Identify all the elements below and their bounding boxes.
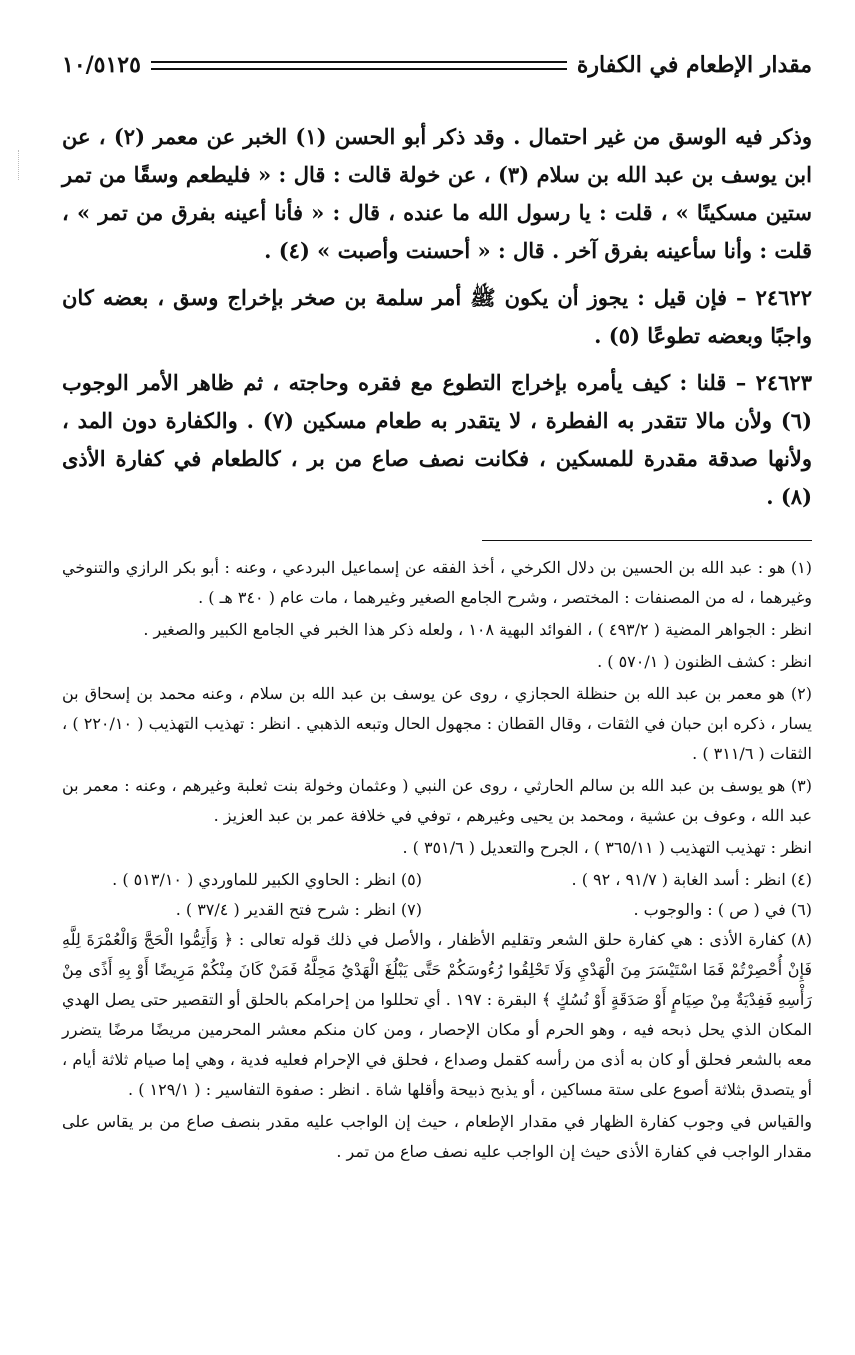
footnote-2: (٢) هو معمر بن عبد الله بن حنظلة الحجازي ، روى عن يوسف بن عبد الله بن سلام ، وعنه محمد بن إسحاق بن يسار ، ذكره ابن حبان في الثقات ، وقال القطان : مجهول الحال وتبعه الذهبي . انظر : تهذيب التهذيب ( ٢٢٠/١٠ ) ، الثقات ( ٣١١/٦ ) . [62, 684, 813, 763]
paragraph-text: – فإن قيل : يجوز أن يكون ﷺ أمر سلمة بن صخر بإخراج وسق ، بعضه كان واجبًا وبعضه تطوعًا (٥) . [62, 285, 812, 348]
footnotes-6-7 [62, 895, 812, 925]
header-title: مقدار الإطعام في الكفارة [576, 52, 812, 78]
page [62, 48, 812, 1169]
footnote-7: (٧) انظر : شرح فتح القدير ( ٣٧/٤ ) . [175, 900, 422, 919]
footnote-8: (٨) كفارة الأذى : هي كفارة حلق الشعر وتقليم الأظفار ، والأصل في ذلك قوله تعالى : ﴿ وَأَتِمُّوا الْحَجَّ وَالْعُمْرَةَ لِلَّهِ فَإِنْ أُحْصِرْتُمْ فَمَا اسْتَيْسَرَ مِنَ الْهَدْيِ وَلَا تَحْلِقُوا رُءُوسَكُمْ حَتَّى يَبْلُغَ الْهَدْيُ مَحِلَّهُ فَمَنْ كَانَ مِنْكُمْ مَرِيضًا أَوْ بِهِ أَذًى مِنْ رَأْسِهِ فَفِدْيَةٌ مِنْ صِيَامٍ أَوْ صَدَقَةٍ أَوْ نُسُكٍ ﴾ البقرة : ١٩٧ . أي تحللوا من إحرامكم بالحلق أو التقصير حتى يصل الهدي المكان الذي يحل ذبحه فيه ، وهو الحرم أو مكان الإحصار ، ومن كان منكم معشر المحرمين مريضًا مرضًا يتضرر معه بالشعر فحلق أو كان به أذى من رأسه كقمل وصداع ، فحلق في الإحرام فعليه فدية ، وهي إما صيام ثلاثة أيام ، أو يتصدق بثلاثة أصوع على ستة مساكين ، أو يذبح ذبيحة وأقلها شاة . انظر : صفوة التفاسير : ( ١٢٩/١ ) . [62, 930, 813, 1099]
footnote-3-ref: انظر : تهذيب التهذيب ( ٣٦٥/١١ ) ، الجرح والتعديل ( ٣٥١/٦ ) . [402, 838, 812, 857]
paragraph-24622 [62, 279, 812, 355]
page-reference: ١٠/٥١٢٥ [62, 52, 141, 78]
footnote-4: (٤) انظر : أسد الغابة ( ٩١/٧ ، ٩٢ ) . [571, 870, 812, 889]
footnote-6: (٦) في ( ص ) : والوجوب . [633, 900, 812, 919]
footnote-separator [482, 540, 812, 541]
footnotes-4-5 [62, 865, 812, 895]
footnote-5: (٥) انظر : الحاوي الكبير للماوردي ( ٥١٣/١٠ ) . [112, 870, 422, 889]
header-rule [151, 61, 567, 70]
paragraph-24623 [62, 364, 812, 516]
paragraph-1: وذكر فيه الوسق من غير احتمال . وقد ذكر أبو الحسن (١) الخبر عن معمر (٢) ، عن ابن يوسف بن عبد الله بن سلام (٣) ، عن خولة قالت : قال : « فليطعم وسقًا من تمر ستين مسكينًا » ، قلت : يا رسول الله ما عنده ، قال : « فأنا أعينه بفرق من تمر » ، قلت : وأنا سأعينه بفرق آخر . قال : « أحسنت وأصبت » (٤) . [62, 124, 813, 263]
page-edge-mark [18, 150, 19, 180]
issue-number: ٢٤٦٢٣ [755, 370, 812, 395]
footnote-8-continued: والقياس في وجوب كفارة الظهار في مقدار الإطعام ، حيث إن الواجب عليه مقدر بنصف صاع من بر يقاس على مقدار الواجب في كفارة الأذى حيث إن الواجب عليه نصف صاع من تمر . [62, 1112, 812, 1161]
issue-number: ٢٤٦٢٢ [755, 285, 813, 310]
paragraph-text: – قلنا : كيف يأمره بإخراج التطوع مع فقره وحاجته ، ثم ظاهر الأمر الوجوب (٦) ولأن مالا تتقدر به الفطرة ، لا يتقدر به طعام مسكين (٧) . والكفارة دون المد ، ولأنها صدقة مقدرة للمسكين ، فكانت نصف صاع من بر ، كالطعام في كفارة الأذى (٨) . [62, 370, 812, 509]
footnote-3: (٣) هو يوسف بن عبد الله بن سالم الحارثي ، روى عن النبي ( وعثمان وخولة بنت ثعلبة وغيرهم ، وعنه : معمر بن عبد الله ، وعوف بن عشية ، ومحمد بن يحيى وغيرهم ، توفي في خلافة عمر بن عبد العزيز . [62, 776, 812, 825]
footnote-1-ref2: انظر : كشف الظنون ( ٥٧٠/١ ) . [597, 652, 812, 671]
running-header [62, 48, 812, 82]
main-text [62, 118, 812, 516]
footnotes [62, 553, 812, 1167]
footnote-1: (١) هو : عبد الله بن الحسين بن دلال الكرخي ، أخذ الفقه عن إسماعيل البردعي ، وعنه : أبو بكر الرازي والتنوخي وغيرهما ، له من المصنفات : المختصر ، وشرح الجامع الصغير وغيرهما ، مات عام ( ٣٤٠ هـ ) . [62, 558, 812, 607]
footnote-1-ref: انظر : الجواهر المضية ( ٤٩٣/٢ ) ، الفوائد البهية ١٠٨ ، ولعله ذكر هذا الخبر في الجامع الكبير والصغير . [143, 620, 812, 639]
